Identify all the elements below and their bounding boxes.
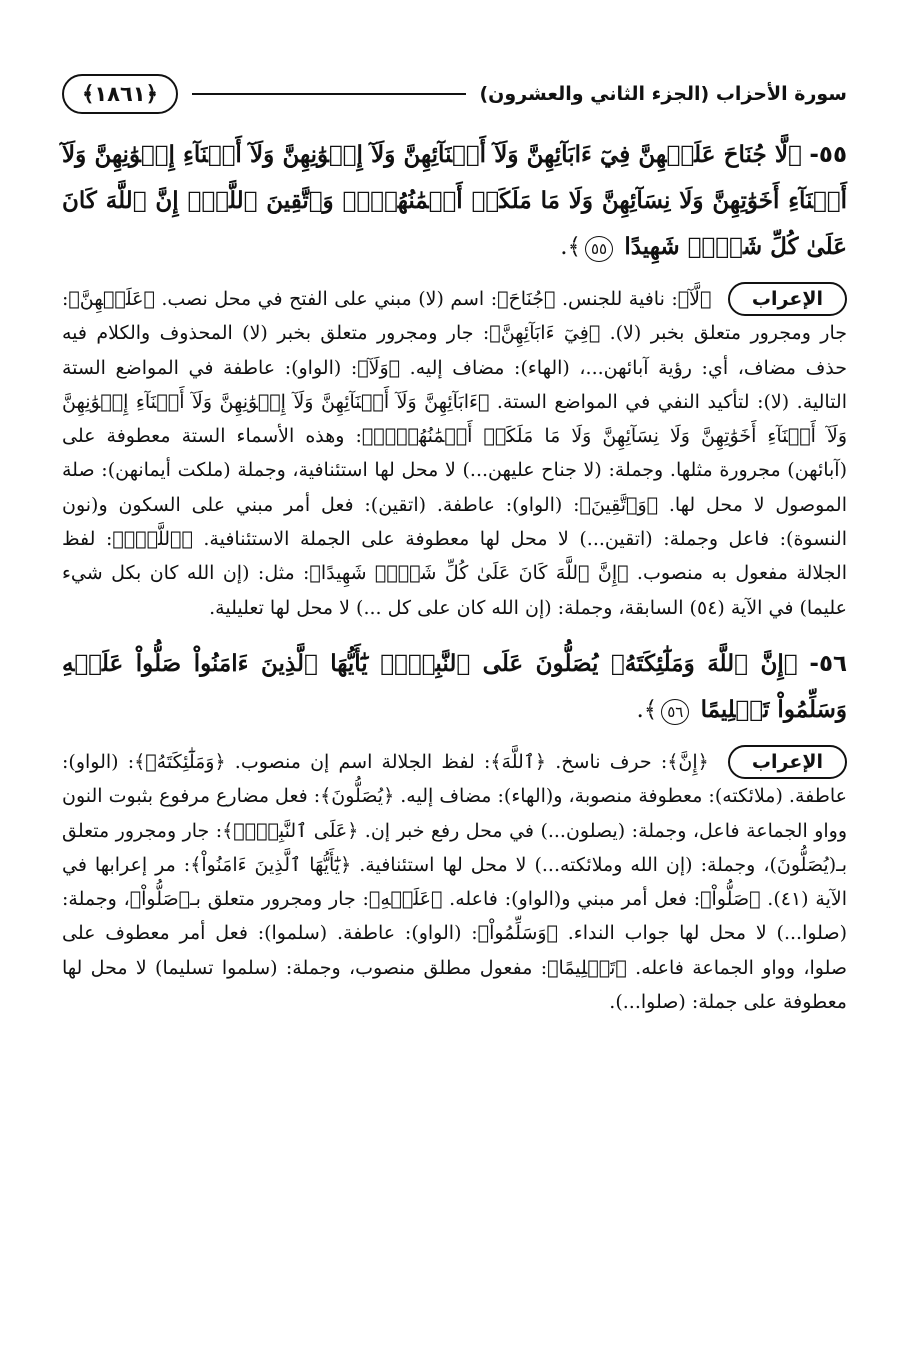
verse-55 xyxy=(62,132,847,270)
verse-number: ٥٦- xyxy=(809,650,848,677)
verse-56 xyxy=(62,641,847,733)
irab-section-56 xyxy=(62,745,847,1019)
irab-text: ﴿لَّآ﴾: نافية للجنس. ﴿جُنَاحَ﴾: اسم (لا) مبني على الفتح في محل نصب. ﴿عَلَيۡهِنَّ﴾: جار ومجرور متعلق بخبر (لا). ﴿فِيٓ ءَابَآئِهِنَّ﴾: جار ومجرور متعلق بخبر (لا) المحذوف والكلام فيه حذف مضاف، أي: رؤية آبائهن...، (الهاء): مضاف إليه. ﴿وَلَآ﴾: (الواو): عاطفة في المواضع الستة التالية. (لا): لتأكيد النفي في المواضع الستة. ﴿ءَابَآئِهِنَّ وَلَآ أَبۡنَآئِهِنَّ وَلَآ إِخۡوَٰنِهِنَّ وَلَآ أَبۡنَآءِ إِخۡوَٰنِهِنَّ وَلَآ أَبۡنَآءِ أَخَوَٰتِهِنَّ وَلَا نِسَآئِهِنَّ وَلَا مَا مَلَكَتۡ أَيۡمَٰنُهُنَّۗ﴾: وهذه الأسماء الستة معطوفة على (آبائهن) مجرورة مثلها. وجملة: (لا جناح عليهن...) لا محل لها استئنافية، وجملة (ملكت أيمانهن): صلة الموصول لا محل لها. ﴿وَٱتَّقِينَ﴾: (الواو): عاطفة. (اتقين): فعل أمر مبني على السكون و(نون النسوة): فاعل وجملة: (اتقين...) لا محل لها معطوفة على الجملة الاستئنافية. ﴿ٱللَّهَۚ﴾: لفظ الجلالة مفعول به منصوب. ﴿إِنَّ ٱللَّهَ كَانَ عَلَىٰ كُلِّ شَيۡءٖ شَهِيدًا﴾: مثل: (إن الله كان بكل شيء عليما) في الآية (٥٤) السابقة، وجملة: (إن الله كان على كل ...) لا محل لها تعليلية. xyxy=(62,288,847,619)
verse-text: ﴿لَّا جُنَاحَ عَلَيۡهِنَّ فِيٓ ءَابَآئِهِنَّ وَلَآ أَبۡنَآئِهِنَّ وَلَآ إِخۡوَٰنِهِنَّ وَلَآ أَبۡنَآءِ إِخۡوَٰنِهِنَّ وَلَآ أَبۡنَآءِ أَخَوَٰتِهِنَّ وَلَا نِسَآئِهِنَّ وَلَا مَا مَلَكَتۡ أَيۡمَٰنُهُنَّۗ وَٱتَّقِينَ ٱللَّهَۚ إِنَّ ٱللَّهَ كَانَ عَلَىٰ كُلِّ شَيۡءٖ شَهِيدًا xyxy=(62,141,847,260)
book-page xyxy=(62,70,847,1335)
ayah-end-mark: ٥٥ xyxy=(585,236,613,262)
ayah-end-mark: ٥٦ xyxy=(661,699,689,725)
header-rule xyxy=(192,93,466,95)
irab-label: الإعراب xyxy=(728,745,847,779)
verse-closing: ﴾. xyxy=(560,234,582,260)
irab-section-55 xyxy=(62,282,847,625)
verse-number: ٥٥- xyxy=(809,142,847,168)
page-number: ﴿١٨٦١﴾ xyxy=(62,74,178,114)
verse-text: ﴿إِنَّ ٱللَّهَ وَمَلَٰٓئِكَتَهُۥ يُصَلُّونَ عَلَى ٱلنَّبِيِّۚ يَٰٓأَيُّهَا ٱلَّذِينَ ءَامَنُواْ صَلُّواْ عَلَيۡهِ وَسَلِّمُواْ تَسۡلِيمًا xyxy=(62,649,847,723)
irab-text: ﴿إِنَّ﴾: حرف ناسخ. ﴿ٱللَّهَ﴾: لفظ الجلالة اسم إن منصوب. ﴿وَمَلَٰٓئِكَتَهُۥ﴾: (الواو): عاطفة. (ملائكته): معطوفة منصوبة، و(الهاء): مضاف إليه. ﴿يُصَلُّونَ﴾: فعل مضارع مرفوع بثبوت النون وواو الجماعة فاعل، وجملة: (يصلون...) في محل رفع خبر إن. ﴿عَلَى ٱلنَّبِيِّۚ﴾: جار ومجرور متعلق بـ(يُصَلُّونَ)، وجملة: (إن الله وملائكته...) لا محل لها استئنافية. ﴿يَٰٓأَيُّهَا ٱلَّذِينَ ءَامَنُواْ﴾: مر إعرابها في الآية (٤١). ﴿صَلُّواْ﴾: فعل أمر مبني و(الواو): فاعله. ﴿عَلَيۡهِ﴾: جار ومجرور متعلق بـ﴿صَلُّواْ﴾، وجملة: (صلوا...) لا محل لها جواب النداء. ﴿وَسَلِّمُواْ﴾: (الواو): عاطفة. (سلموا): فعل أمر معطوف على صلوا، وواو الجماعة فاعله. ﴿تَسۡلِيمًا﴾: مفعول مطلق منصوب، وجملة: (سلموا تسليما) لا محل لها معطوفة على جملة: (صلوا...). xyxy=(62,750,847,1014)
verse-closing: ﴾. xyxy=(636,696,658,723)
page-header xyxy=(62,70,847,118)
running-title: سورة الأحزاب (الجزء الثاني والعشرون) xyxy=(479,83,847,105)
irab-label: الإعراب xyxy=(728,282,847,316)
